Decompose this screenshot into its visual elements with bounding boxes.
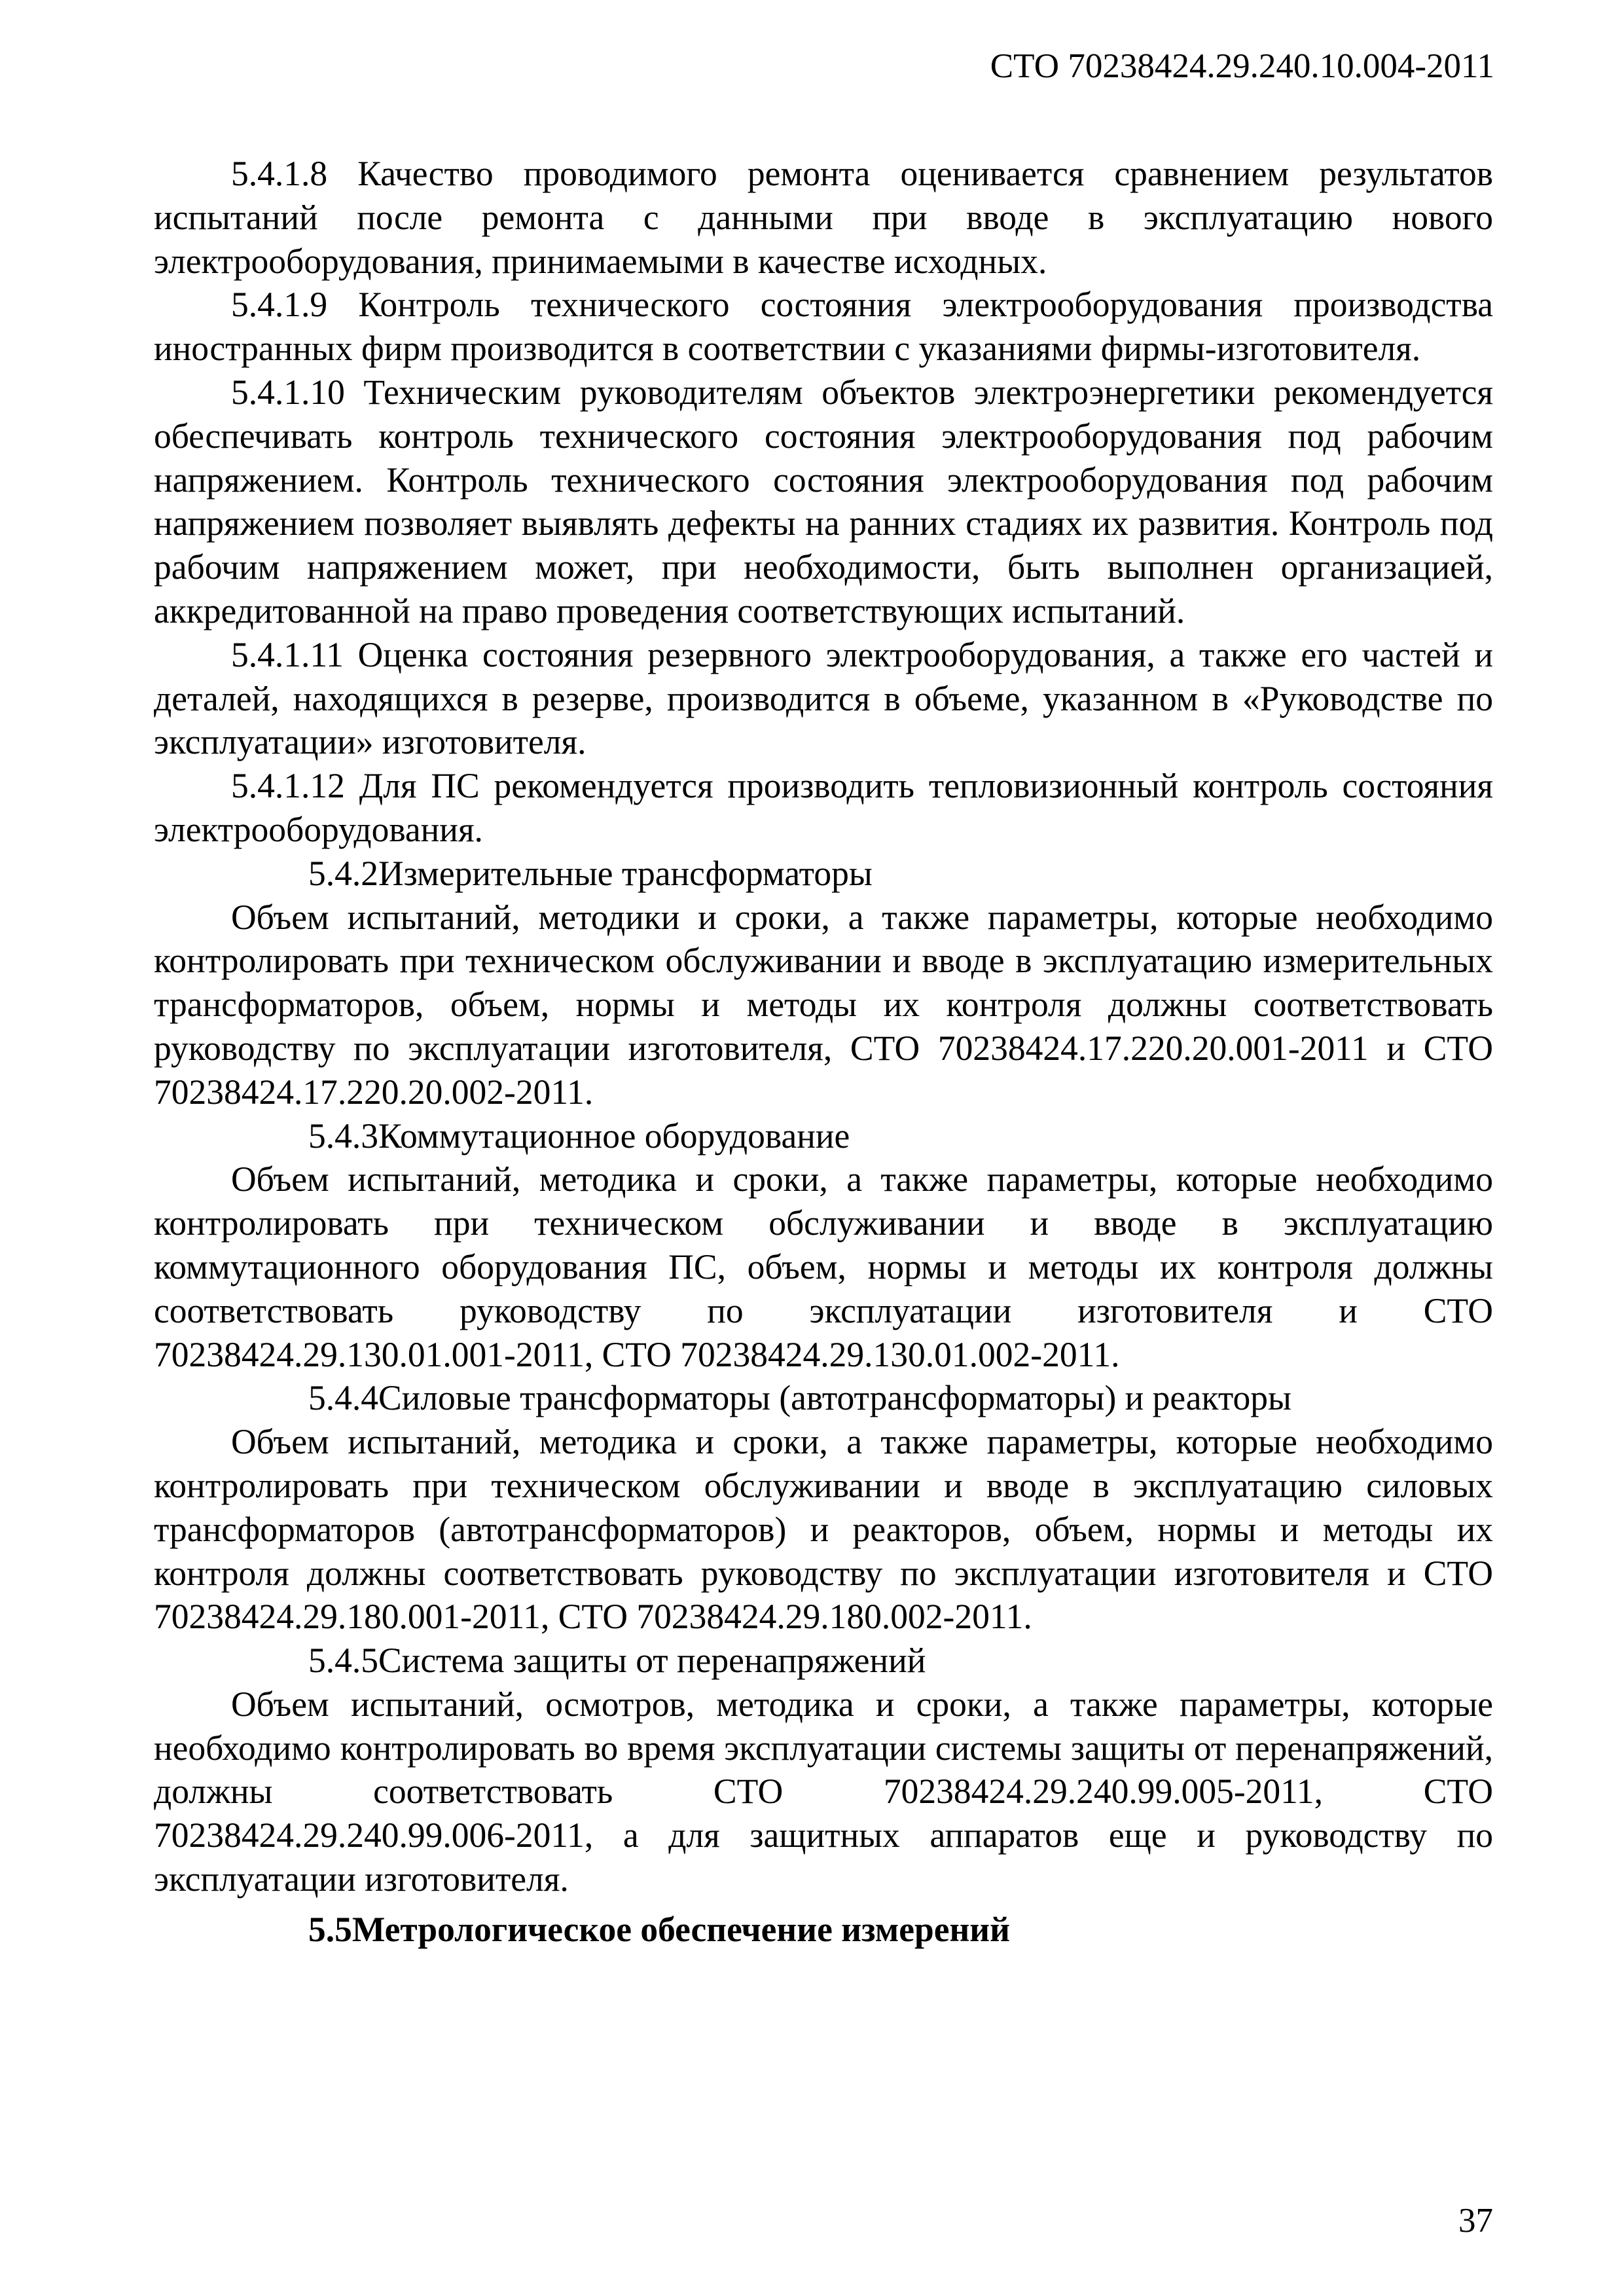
page-number: 37: [1458, 2202, 1493, 2240]
document-body: [154, 152, 1493, 1952]
subsection-number: 5.4.3: [308, 1116, 378, 1156]
paragraph-5-4-1-11: 5.4.1.11 Оценка состояния резервного электрооборудования, а также его частей и деталей, находящихся в резерве, производится в объеме, указанном в «Руководстве по эксплуатации» изготовителя.: [154, 634, 1493, 762]
subsection-heading-5-4-3: [154, 1114, 1493, 1158]
subsection-heading-5-4-2: [154, 852, 1493, 896]
paragraph-5-4-1-8: 5.4.1.8 Качество проводимого ремонта оценивается сравнением результатов испытаний после ремонта с данными при вводе в эксплуатацию нового электрооборудования, принимаемыми в качестве исходных.: [154, 154, 1493, 281]
subsection-number: 5.4.2: [308, 853, 378, 893]
paragraph-5-4-5: Объем испытаний, осмотров, методика и сроки, а также параметры, которые необходимо контролировать во время эксплуатации системы защиты от перенапряжений, должны соответствовать СТО 70238424.29.240.99.005-2011, СТО 70238424.29.240.99.006-2011, а для защитных аппаратов еще и руководству по эксплуатации изготовителя.: [154, 1684, 1493, 1899]
paragraph-5-4-1-10: 5.4.1.10 Техническим руководителям объектов электроэнергетики рекомендуется обеспечивать контроль технического состояния электрооборудования под рабочим напряжением. Контроль технического состояния электрооборудования под рабочим напряжением позволяет выявлять дефекты на ранних стадиях их развития. Контроль под рабочим напряжением может, при необходимости, быть выполнен организацией, аккредитованной на право проведения соответствующих испытаний.: [154, 372, 1493, 630]
subsection-title: Силовые трансформаторы (автотрансформаторы) и реакторы: [378, 1378, 1291, 1418]
subsection-number: 5.4.5: [308, 1641, 378, 1681]
paragraph-5-4-1-12: 5.4.1.12 Для ПС рекомендуется производить тепловизионный контроль состояния электрооборудования.: [154, 766, 1493, 849]
subsection-heading-5-4-4: [154, 1376, 1493, 1420]
subsection-number: 5.4.4: [308, 1378, 378, 1418]
document-header-code: СТО 70238424.29.240.10.004-2011: [990, 47, 1494, 85]
subsection-title: Коммутационное оборудование: [378, 1116, 850, 1156]
subsection-title: Измерительные трансформаторы: [378, 853, 873, 893]
section-heading-5-5: [154, 1908, 1493, 1952]
paragraph-5-4-4: Объем испытаний, методика и сроки, а также параметры, которые необходимо контролировать при техническом обслуживании и вводе в эксплуатацию силовых трансформаторов (автотрансформаторов) и реакторов, объем, нормы и методы их контроля должны соответствовать руководству по эксплуатации изготовителя и СТО 70238424.29.180.001-2011, СТО 70238424.29.180.002-2011.: [154, 1422, 1493, 1637]
paragraph-5-4-2: Объем испытаний, методики и сроки, а также параметры, которые необходимо контролировать при техническом обслуживании и вводе в эксплуатацию измерительных трансформаторов, объем, нормы и методы их контроля должны соответствовать руководству по эксплуатации изготовителя, СТО 70238424.17.220.20.001-2011 и СТО 70238424.17.220.20.002-2011.: [154, 897, 1493, 1112]
paragraph-5-4-3: Объем испытаний, методика и сроки, а также параметры, которые необходимо контролировать при техническом обслуживании и вводе в эксплуатацию коммутационного оборудования ПС, объем, нормы и методы их контроля должны соответствовать руководству по эксплуатации изготовителя и СТО 70238424.29.130.01.001-2011, СТО 70238424.29.130.01.002-2011.: [154, 1159, 1493, 1374]
section-title: Метрологическое обеспечение измерений: [352, 1909, 1010, 1949]
subsection-title: Система защиты от перенапряжений: [378, 1641, 926, 1681]
subsection-heading-5-4-5: [154, 1639, 1493, 1683]
paragraph-5-4-1-9: 5.4.1.9 Контроль технического состояния электрооборудования производства иностранных фирм производится в соответствии с указаниями фирмы-изготовителя.: [154, 285, 1493, 369]
section-number: 5.5: [308, 1909, 352, 1949]
